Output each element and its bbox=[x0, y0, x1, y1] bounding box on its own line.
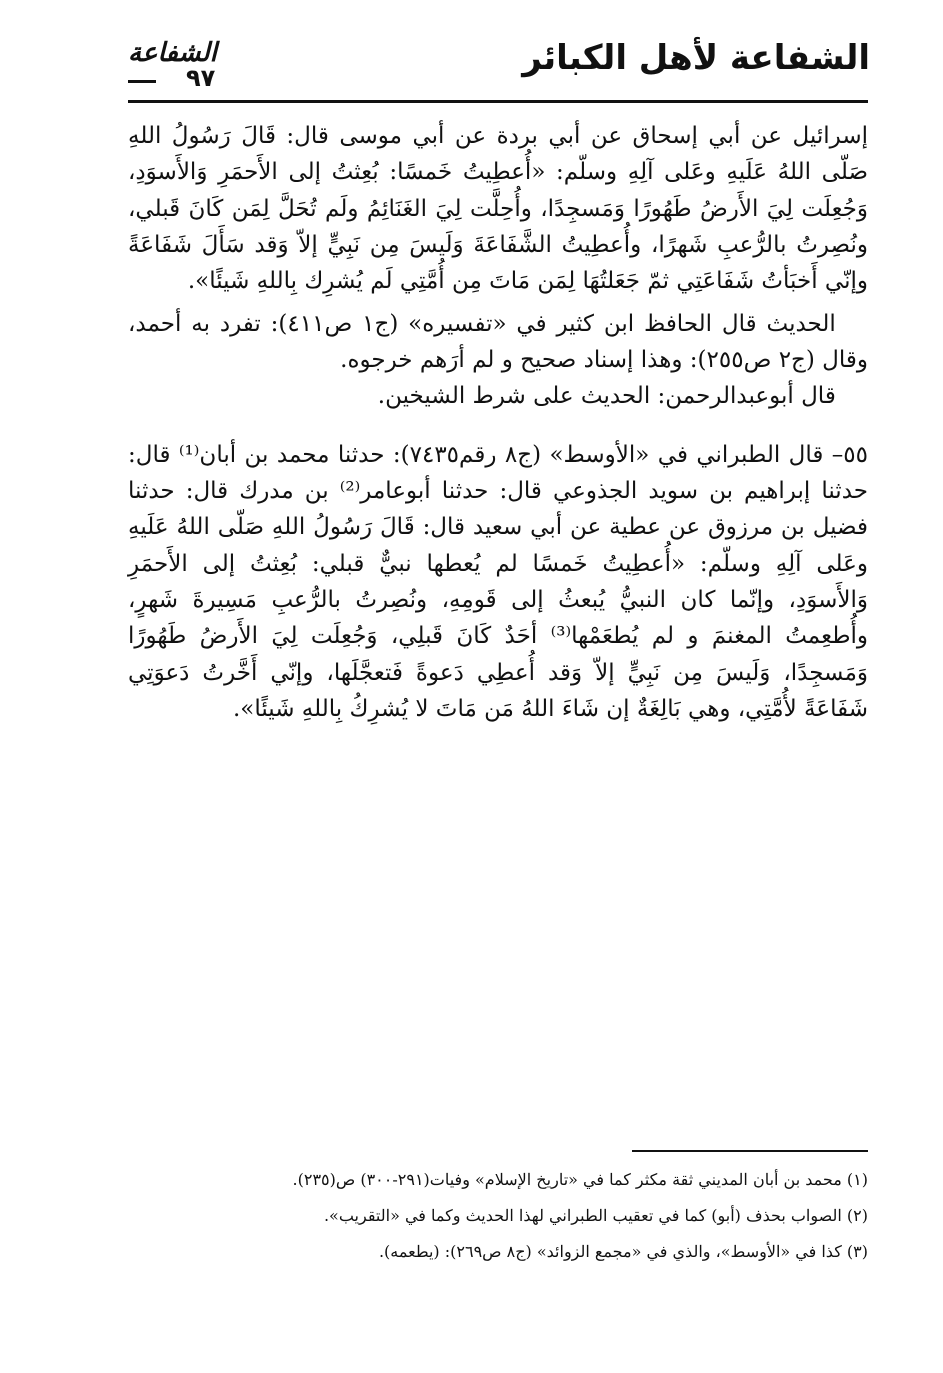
footnote-2: (٢) الصواب بحذف (أبو) كما في تعقيب الطبراني لهذا الحديث وكما في «التقريب». bbox=[323, 1206, 868, 1225]
footnote-3: (٣) كذا في «الأوسط»، والذي في «مجمع الزوائد» (ج٨ ص٢٦٩): (يطعمه). bbox=[378, 1242, 868, 1261]
footnote-divider bbox=[632, 1150, 868, 1152]
chapter-mark: الشفاعة bbox=[128, 38, 217, 68]
page-number: ٩٧ bbox=[186, 64, 216, 92]
footnote-1: (١) محمد بن أبان المديني ثقة مكثر كما في «تاريخ الإسلام» وفيات(٢٩١-٣٠٠) ص(٢٣٥). bbox=[292, 1170, 868, 1189]
header-rule bbox=[128, 100, 868, 103]
commentary-paragraph: الحديث قال الحافظ ابن كثير في «تفسيره» (ج١ ص٤١١): تفرد به أحمد، وقال (ج٢ ص٢٥٥): وهذا إسناد صحيح و لم أرَهم خرجوه. bbox=[128, 310, 868, 373]
footnotes bbox=[128, 1162, 868, 1270]
page-header bbox=[128, 38, 870, 100]
hadith-paragraph-55: ٥٥– قال الطبراني في «الأوسط» (ج٨ رقم٧٤٣٥): حدثنا محمد بن أبان⁽¹⁾ قال: حدثنا إبراهيم بن سويد الجذوعي قال: حدثنا أبوعامر⁽²⁾ بن مدرك قال: حدثنا فضيل بن مرزوق عن عطية عن أبي سعيد قال: قَالَ رَسُولُ اللهِ صَلّى اللهُ عَلَيهِ وعَلى آلِهِ وسلّم: «أُعطِيتُ خَمسًا لم يُعطها نبيٌّ قبلي: بُعِثتُ إلى الأَحمَرِ وَالأَسوَدِ، وإنّما كان النبيُّ يُبعثُ إلى قَومِهِ، ونُصِرتُ بالرُّعبِ مَسِيرةَ شَهرٍ، وأُطعِمتُ المغنمَ و لم يُطعَمْها⁽³⁾ أحَدٌ كَانَ قَبلِي، وَجُعِلَت لِيَ الأَرضُ طَهُورًا وَمَسجِدًا، وَلَيسَ مِن نَبِيٍّ إلاّ وَقد أُعطِي دَعوةً فَتعجَّلَها، وإنّي أَخَّرتُ دَعوَتِي شَفَاعَةً لأُمَّتِي، وهي بَالِغَةٌ إن شَاءَ اللهُ مَن مَاتَ لا يُشرِكُ بِاللهِ شَيئًا». bbox=[128, 441, 868, 722]
author-note-paragraph: قال أبوعبدالرحمن: الحديث على شرط الشيخين. bbox=[377, 383, 836, 410]
header-rule-short bbox=[128, 80, 156, 83]
page-body bbox=[128, 118, 868, 727]
hadith-paragraph-1: إسرائيل عن أبي إسحاق عن أبي بردة عن أبي موسى قال: قَالَ رَسُولُ اللهِ صَلّى اللهُ عَلَيهِ وعَلى آلِهِ وسلّم: «أُعطِيتُ خَمسًا: بُعِثتُ إلى الأَحمَرِ وَالأَسوَدِ، وَجُعِلَت لِيَ الأَرضُ طَهُورًا وَمَسجِدًا، وأُحِلَّت لِيَ الغَنَائِمُ ولَم تُحَلَّ لِمَن كَانَ قَبلي، ونُصِرتُ بالرُّعبِ شَهرًا، وأُعطِيتُ الشَّفَاعَةَ وَلَيسَ مِن نَبِيٍّ إلاّ وَقد سَأَلَ شَفَاعَةً وإنّي أَخبَأتُ شَفَاعَتِي ثمّ جَعَلتُهَا لِمَن مَاتَ مِن أُمَّتِي لَم يُشرِك بِاللهِ شَيئًا». bbox=[128, 123, 868, 295]
running-title: الشفاعة لأهل الكبائر bbox=[522, 38, 870, 78]
